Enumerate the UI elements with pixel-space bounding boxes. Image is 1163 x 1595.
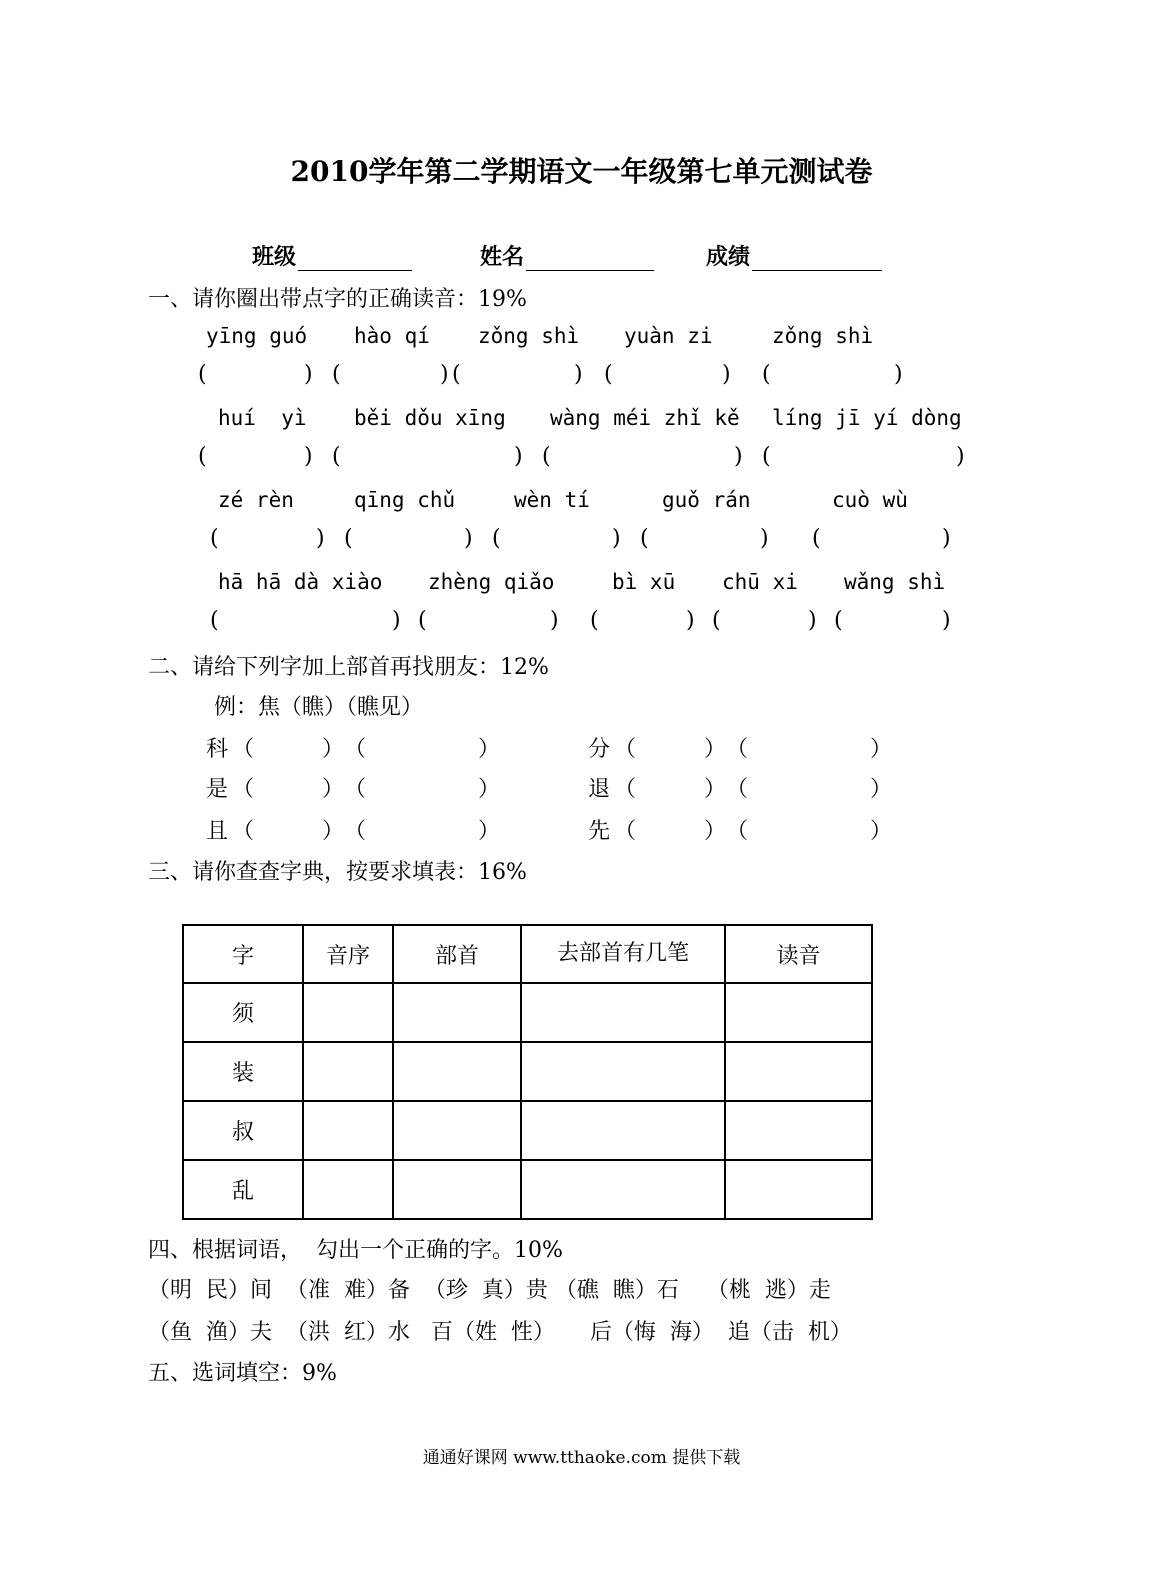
close-paren: ）: [322, 777, 345, 802]
close-paren: ): [760, 526, 769, 551]
open-paren: (: [210, 608, 219, 633]
pinyin-item: yuàn zi: [624, 324, 713, 348]
open-paren: （: [726, 777, 749, 802]
radical-char: 分: [588, 737, 611, 762]
open-paren: (: [542, 444, 551, 469]
section-2-heading: 二、请给下列字加上部首再找朋友：12%: [148, 655, 549, 680]
open-paren: (: [210, 526, 219, 551]
dictionary-table: [182, 924, 873, 1220]
close-paren: ）: [478, 737, 501, 762]
header-cell: 读音: [725, 925, 872, 983]
pinyin-item: cuò wù: [832, 488, 908, 512]
close-paren: ）: [322, 737, 345, 762]
answer-cell[interactable]: [521, 1042, 725, 1101]
close-paren: ): [942, 608, 951, 633]
close-paren: ）: [704, 777, 727, 802]
open-paren: (: [834, 608, 843, 633]
open-paren: (: [762, 362, 771, 387]
open-paren: (: [812, 526, 821, 551]
answer-cell[interactable]: [393, 1160, 521, 1219]
open-paren: （: [232, 819, 255, 844]
close-paren: ): [440, 362, 449, 387]
pinyin-item: qīng chǔ: [354, 488, 456, 512]
footer-note: 通通好课网 www.tthaoke.com 提供下载: [422, 1448, 741, 1468]
pinyin-item: yīng guó: [206, 324, 308, 348]
pinyin-item: wèn tí: [514, 488, 590, 512]
page-title: 2010学年第二学期语文一年级第七单元测试卷: [290, 155, 873, 188]
answer-cell[interactable]: [393, 1042, 521, 1101]
char-cell: 乱: [183, 1160, 303, 1219]
open-paren: (: [452, 362, 461, 387]
score-blank: [752, 246, 882, 271]
answer-cell[interactable]: [303, 1042, 393, 1101]
open-paren: (: [640, 526, 649, 551]
close-paren: ）: [704, 737, 727, 762]
close-paren: ): [392, 608, 401, 633]
close-paren: ）: [704, 819, 727, 844]
answer-cell[interactable]: [393, 983, 521, 1042]
open-paren: （: [344, 819, 367, 844]
open-paren: （: [726, 819, 749, 844]
example-line: 例：焦（瞧）（瞧见）: [214, 695, 424, 720]
answer-cell[interactable]: [521, 1160, 725, 1219]
close-paren: ）: [322, 819, 345, 844]
radical-char: 是: [206, 777, 229, 802]
open-paren: (: [332, 362, 341, 387]
word-choice-line-2: （鱼 渔）夫 （洪 红）水 百（姓 性） 后（悔 海） 追（击 机）: [148, 1320, 852, 1345]
open-paren: (: [332, 444, 341, 469]
pinyin-item: huí yì: [218, 406, 307, 430]
header-cell: 字: [183, 925, 303, 983]
pinyin-item: běi dǒu xīng: [354, 406, 506, 430]
close-paren: ): [894, 362, 903, 387]
open-paren: （: [614, 737, 637, 762]
char-cell: 装: [183, 1042, 303, 1101]
answer-cell[interactable]: [393, 1101, 521, 1160]
name-blank: [526, 246, 654, 271]
score-field: [706, 240, 882, 271]
pinyin-item: bì xū: [612, 570, 676, 594]
class-label: 班级: [252, 244, 297, 270]
class-blank: [298, 246, 412, 271]
pinyin-item: wǎng shì: [844, 570, 946, 594]
open-paren: (: [492, 526, 501, 551]
open-paren: (: [198, 362, 207, 387]
answer-cell[interactable]: [725, 1042, 872, 1101]
header-cell: 音序: [303, 925, 393, 983]
open-paren: （: [344, 737, 367, 762]
answer-cell[interactable]: [303, 1101, 393, 1160]
table-row: [183, 983, 872, 1042]
char-cell: 须: [183, 983, 303, 1042]
answer-cell[interactable]: [521, 1101, 725, 1160]
close-paren: ): [722, 362, 731, 387]
pinyin-item: chū xi: [722, 570, 798, 594]
close-paren: ): [734, 444, 743, 469]
close-paren: ）: [478, 777, 501, 802]
answer-cell[interactable]: [303, 983, 393, 1042]
close-paren: ）: [870, 777, 893, 802]
close-paren: ): [574, 362, 583, 387]
close-paren: ): [304, 444, 313, 469]
pinyin-item: zé rèn: [218, 488, 294, 512]
close-paren: ): [942, 526, 951, 551]
answer-cell[interactable]: [725, 983, 872, 1042]
table-row: [183, 1101, 872, 1160]
close-paren: ): [464, 526, 473, 551]
open-paren: （: [614, 777, 637, 802]
answer-cell[interactable]: [725, 1101, 872, 1160]
open-paren: (: [604, 362, 613, 387]
pinyin-item: hā hā dà xiào: [218, 570, 383, 594]
name-field: [480, 240, 654, 271]
pinyin-item: zǒng shì: [772, 324, 874, 348]
radical-char: 且: [206, 819, 229, 844]
table-row: [183, 1160, 872, 1219]
pinyin-item: guǒ rán: [662, 488, 751, 512]
close-paren: ): [304, 362, 313, 387]
char-cell: 叔: [183, 1101, 303, 1160]
open-paren: (: [198, 444, 207, 469]
radical-char: 科: [206, 737, 229, 762]
header-cell: 部首: [393, 925, 521, 983]
radical-char: 先: [588, 819, 611, 844]
pinyin-item: líng jī yí dòng: [772, 406, 962, 430]
name-label: 姓名: [480, 244, 525, 270]
close-paren: ): [550, 608, 559, 633]
open-paren: （: [344, 777, 367, 802]
table-row: [183, 1042, 872, 1101]
open-paren: （: [614, 819, 637, 844]
close-paren: ): [612, 526, 621, 551]
answer-cell[interactable]: [725, 1160, 872, 1219]
open-paren: (: [418, 608, 427, 633]
section-1-heading: 一、请你圈出带点字的正确读音：19%: [148, 287, 527, 312]
pinyin-item: hào qí: [354, 324, 430, 348]
section-3-heading: 三、请你查查字典，按要求填表：16%: [148, 860, 527, 885]
open-paren: (: [712, 608, 721, 633]
open-paren: （: [232, 777, 255, 802]
close-paren: ）: [870, 737, 893, 762]
pinyin-item: wàng méi zhǐ kě: [550, 406, 740, 430]
close-paren: ）: [870, 819, 893, 844]
open-paren: (: [344, 526, 353, 551]
table-header-row: [183, 925, 872, 983]
close-paren: ): [514, 444, 523, 469]
open-paren: (: [762, 444, 771, 469]
radical-char: 退: [588, 777, 611, 802]
answer-cell[interactable]: [303, 1160, 393, 1219]
close-paren: ): [316, 526, 325, 551]
pinyin-item: zǒng shì: [478, 324, 580, 348]
open-paren: （: [232, 737, 255, 762]
close-paren: ）: [478, 819, 501, 844]
close-paren: ): [686, 608, 695, 633]
close-paren: ): [956, 444, 965, 469]
class-field: [252, 240, 412, 271]
pinyin-item: zhèng qiǎo: [428, 570, 555, 594]
header-cell: 去部首有几笔: [521, 925, 725, 983]
close-paren: ): [808, 608, 817, 633]
section-5-heading: 五、选词填空：9%: [148, 1361, 337, 1386]
section-4-heading: 四、根据词语， 勾出一个正确的字。10%: [148, 1238, 563, 1263]
word-choice-line-1: （明 民）间 （准 难）备 （珍 真）贵 （礁 瞧）石 （桃 逃）走: [148, 1278, 831, 1303]
answer-cell[interactable]: [521, 983, 725, 1042]
open-paren: (: [590, 608, 599, 633]
score-label: 成绩: [706, 244, 751, 270]
open-paren: （: [726, 737, 749, 762]
